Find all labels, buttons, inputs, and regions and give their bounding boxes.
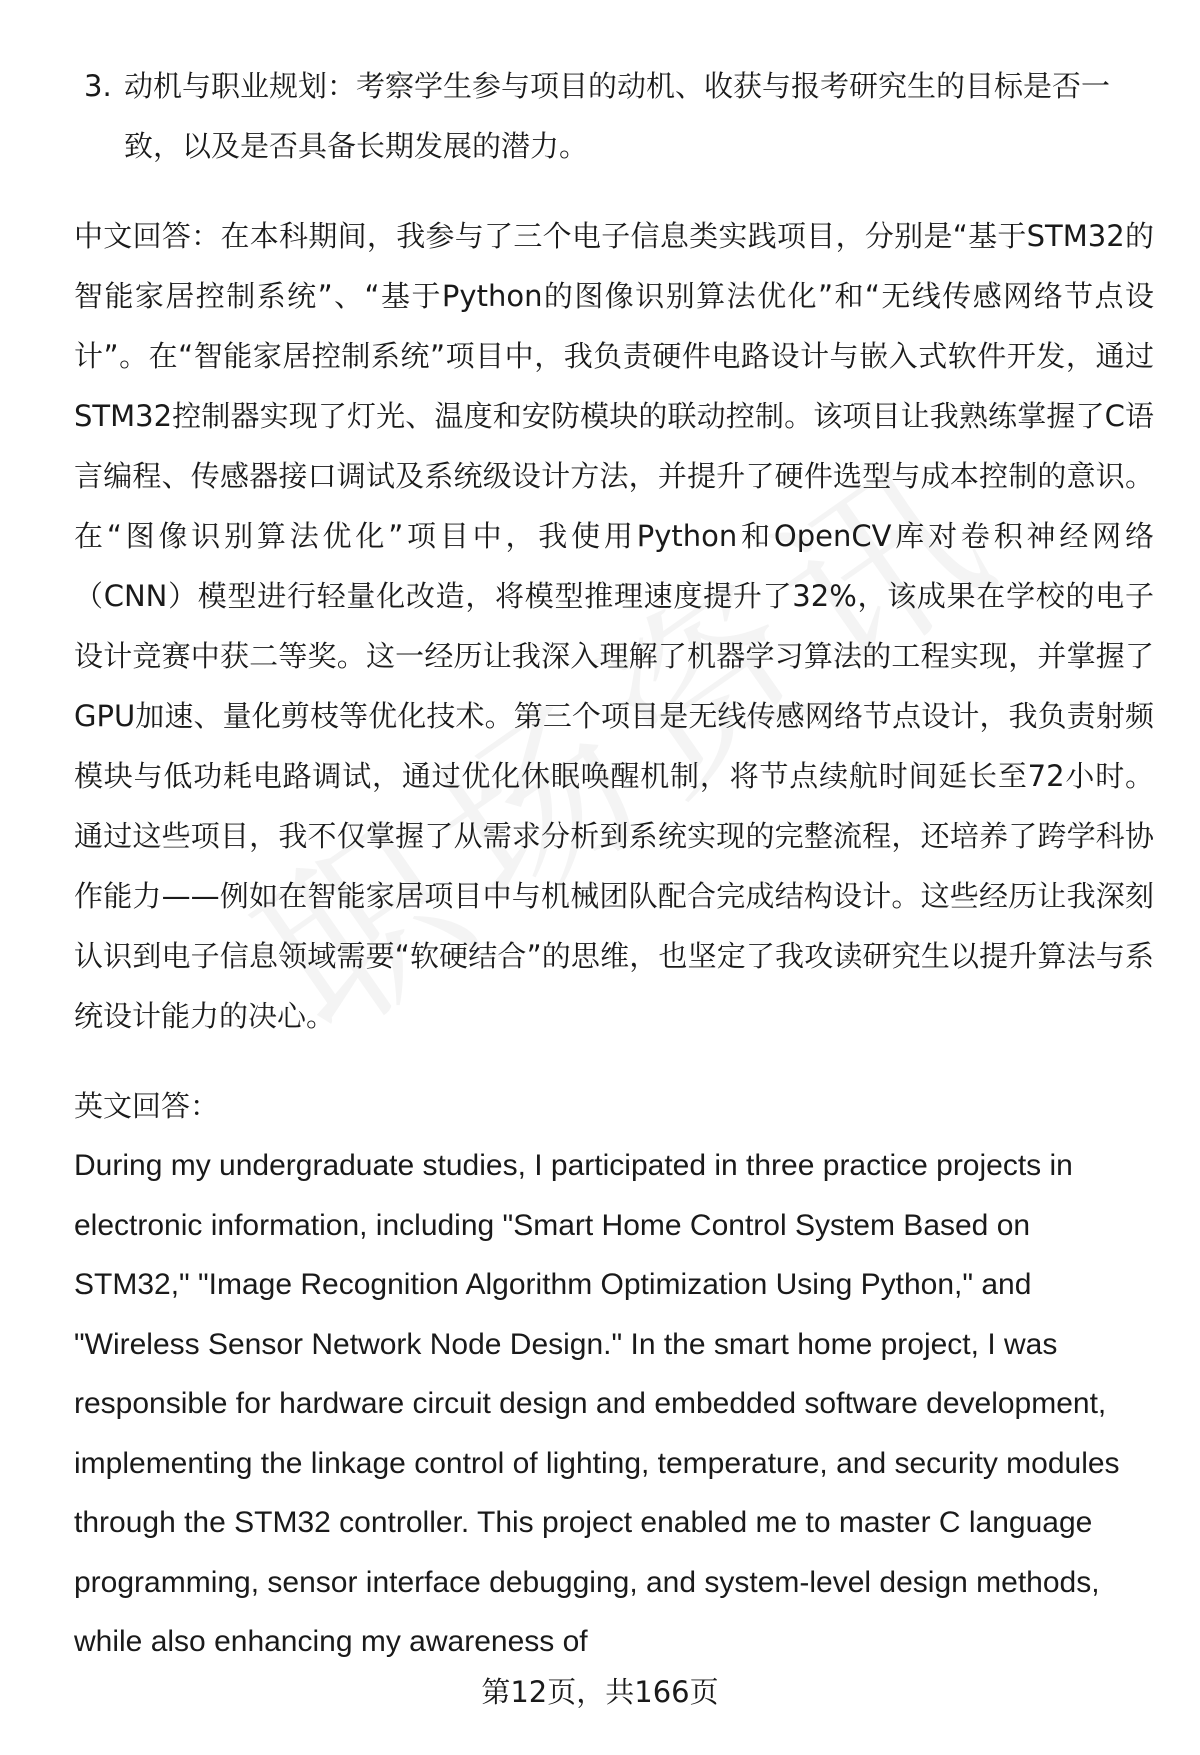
page-footer: 第12页，共166页 xyxy=(481,1675,719,1709)
question-text: 动机与职业规划：考察学生参与项目的动机、收获与报考研究生的目标是否一致，以及是否具备长期发展的潜力。 xyxy=(124,69,1111,163)
chinese-answer-label: 中文回答： xyxy=(74,219,221,253)
question-number: 3. xyxy=(84,69,112,103)
question-item xyxy=(74,56,1154,176)
english-answer-label: 英文回答： xyxy=(74,1089,220,1123)
chinese-answer xyxy=(74,206,1154,1046)
document-page xyxy=(74,56,1154,1672)
english-answer-text: During my undergraduate studies, I participated in three practice projects in electronic information, including "Smart Home Control System Based on STM32," "Image Recognition Algorithm Optimization Using Python," and "Wireless Sensor Network Node Design." In the smart home project, I was responsible for hardware circuit design and embedded software development, implementing the linkage control of lighting, temperature, and security modules through the STM32 controller. This project enabled me to master C language programming, sensor interface debugging, and system-level design methods, while also enhancing my awareness of xyxy=(74,1149,1120,1658)
chinese-answer-text: 在本科期间，我参与了三个电子信息类实践项目，分别是“基于STM32的智能家居控制系统”、“基于Python的图像识别算法优化”和“无线传感网络节点设计”。在“智能家居控制系统”项目中，我负责硬件电路设计与嵌入式软件开发，通过STM32控制器实现了灯光、温度和安防模块的联动控制。该项目让我熟练掌握了C语言编程、传感器接口调试及系统级设计方法，并提升了硬件选型与成本控制的意识。在“图像识别算法优化”项目中，我使用Python和OpenCV库对卷积神经网络（CNN）模型进行轻量化改造，将模型推理速度提升了32%，该成果在学校的电子设计竞赛中获二等奖。这一经历让我深入理解了机器学习算法的工程实现，并掌握了GPU加速、量化剪枝等优化技术。第三个项目是无线传感网络节点设计，我负责射频模块与低功耗电路调试，通过优化休眠唤醒机制，将节点续航时间延长至72小时。通过这些项目，我不仅掌握了从需求分析到系统实现的完整流程，还培养了跨学科协作能力——例如在智能家居项目中与机械团队配合完成结构设计。这些经历让我深刻认识到电子信息领域需要“软硬结合”的思维，也坚定了我攻读研究生以提升算法与系统设计能力的决心。 xyxy=(74,219,1154,1033)
